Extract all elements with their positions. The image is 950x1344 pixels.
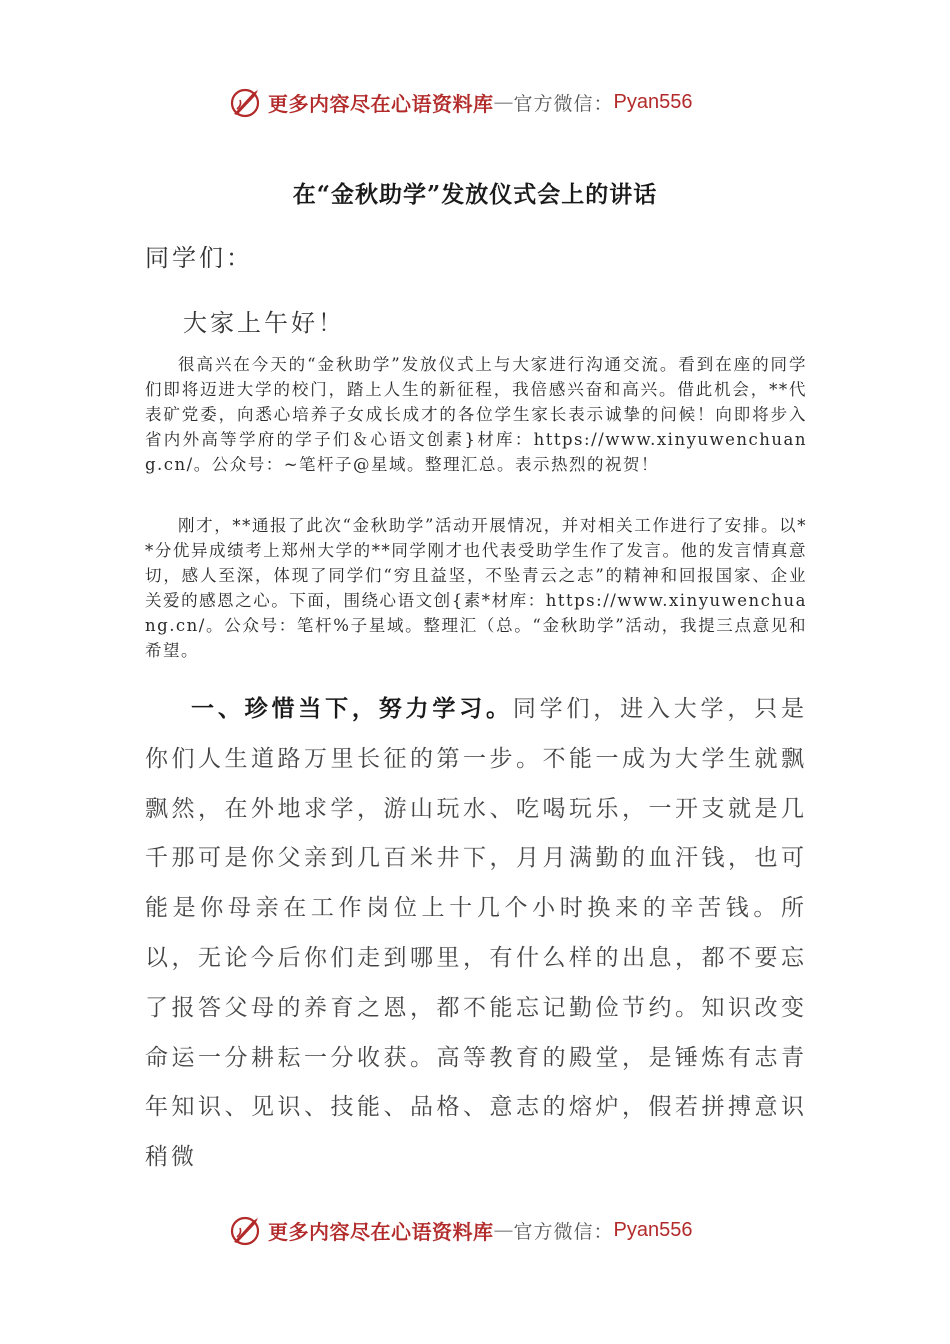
section-1: [145, 684, 807, 1183]
greeting: 同学们：: [145, 244, 253, 272]
footer-wechat-label: 官方微信：: [513, 1220, 614, 1243]
document-title: 在“金秋助学”发放仪式会上的讲话: [292, 181, 658, 208]
footer-banner: [0, 1210, 950, 1250]
paragraph-intro: 很高兴在今天的“金秋助学”发放仪式上与大家进行沟通交流。看到在座的同学们即将迈进大学的校门，踏上人生的新征程，我倍感兴奋和高兴。借此机会，**代表矿党委，向悉心培养子女成长成才的各位学生家长表示诚挚的问候！向即将步入省内外高等学府的学子们＆心语文创素}材库：https://www.xinyuwenchuang.cn/。公众号：~笔杆子@星域。整理汇总。表示热烈的祝贺！: [145, 355, 807, 474]
paragraph-context: 刚才，**通报了此次“金秋助学”活动开展情况，并对相关工作进行了安排。以**分优异成绩考上郑州大学的**同学刚才也代表受助学生作了发言。他的发言情真意切，感人至深，体现了同学们“穷且益坚，不坠青云之志”的精神和回报国家、企业关爱的感恩之心。下面，围绕心语文创{素*材库：https://www.xinyuwenchuang.cn/。公众号：笔杆%子星域。整理汇（总。“金秋助学”活动，我提三点意见和希望。: [145, 516, 807, 660]
banner-main-text: 更多内容尽在心语资料库: [268, 91, 494, 116]
hello-line: 大家上午好！: [183, 309, 345, 337]
pen-logo-icon: [228, 84, 264, 120]
banner-wechat-label: 官方微信：: [513, 92, 614, 115]
banner-separator: —: [493, 90, 514, 114]
section-1-body: 同学们，进入大学，只是你们人生道路万里长征的第一步。不能一成为大学生就飘飘然，在外地求学，游山玩水、吃喝玩乐，一开支就是几千那可是你父亲到几百米井下，月月满勤的血汗钱，也可能是你母亲在工作岗位上十几个小时换来的辛苦钱。所以，无论今后你们走到哪里，有什么样的出息，都不要忘了报答父母的养育之恩，都不能忘记勤俭节约。知识改变命运一分耕耘一分收获。高等教育的殿堂，是锤炼有志青年知识、见识、技能、品格、意志的熔炉，假若拼搏意识稍微: [145, 696, 808, 1171]
pen-logo-icon: [228, 1212, 264, 1248]
section-1-heading: 一、珍惜当下，努力学习。: [191, 695, 513, 722]
header-banner: [0, 82, 950, 122]
banner-wechat-id: Pyan556: [613, 90, 693, 113]
footer-main-text: 更多内容尽在心语资料库: [268, 1219, 494, 1244]
footer-banner-content: [228, 1210, 692, 1250]
banner-content: [228, 82, 692, 122]
footer-wechat-id: Pyan556: [613, 1218, 693, 1241]
footer-separator: —: [493, 1218, 514, 1242]
